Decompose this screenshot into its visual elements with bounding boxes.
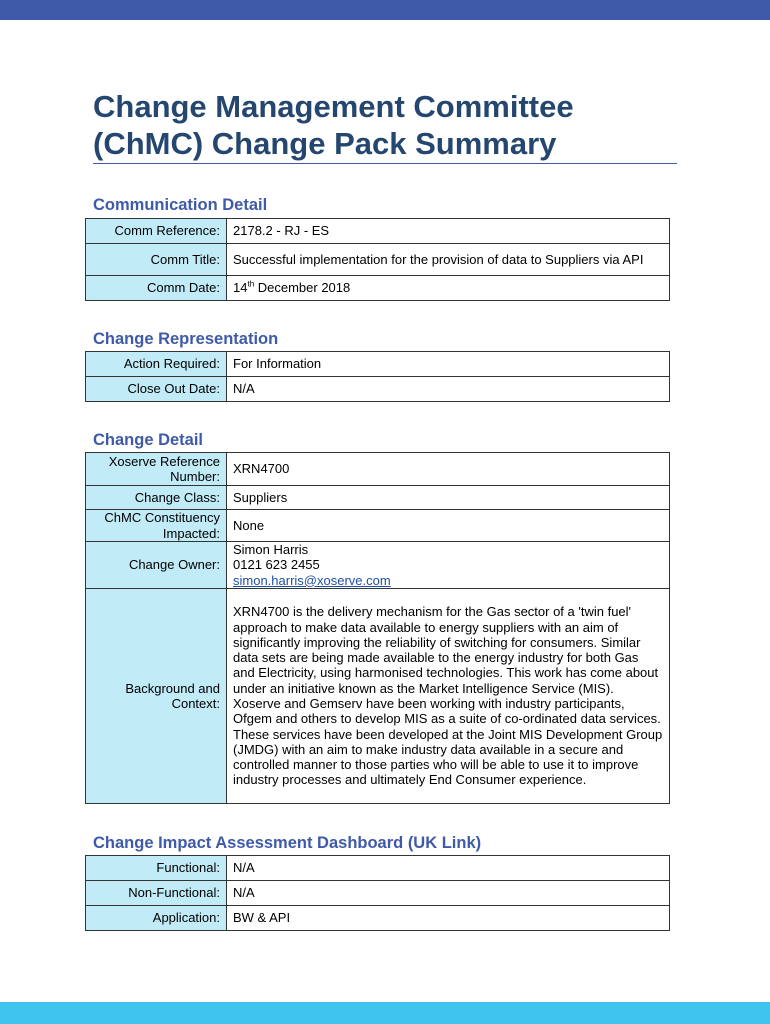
change-detail-heading: Change Detail xyxy=(93,431,204,449)
comm-reference-label: Comm Reference: xyxy=(86,219,227,244)
header-band xyxy=(0,0,770,20)
change-class-row xyxy=(86,486,670,510)
change-owner-row xyxy=(86,542,670,589)
action-required-row xyxy=(86,352,670,377)
close-out-date-row xyxy=(86,377,670,402)
non-functional-value: N/A xyxy=(227,881,670,906)
constituency-value: None xyxy=(227,510,670,542)
background-row xyxy=(86,589,670,804)
change-owner-phone: 0121 623 2455 xyxy=(233,557,320,573)
functional-row xyxy=(86,856,670,881)
change-owner-email-link[interactable]: simon.harris@xoserve.com xyxy=(233,572,391,588)
constituency-row xyxy=(86,510,670,542)
application-value: BW & API xyxy=(227,906,670,931)
change-detail-table xyxy=(85,452,670,804)
impact-dashboard-heading: Change Impact Assessment Dashboard (UK Link) xyxy=(93,834,482,852)
comm-date-value: 14th December 2018 xyxy=(227,276,670,301)
change-owner-value xyxy=(227,542,670,589)
background-value: XRN4700 is the delivery mechanism for the Gas sector of a 'twin fuel' approach to make data available to energy suppliers with an aim of significantly improving the reliability of switching for consumers. Similar data sets are being made available to the energy industry for both Gas and Electricity, using harmonised technologies. This work has come about under an initiative known as the Market Intelligence Service (MIS). Xoserve and Gemserv have been working with industry participants, Ofgem and others to develop MIS as a suite of co-ordinated data services. These services have been developed at the Joint MIS Development Group (JMDG) with an aim to make industry data available in a secure and controlled manner to those parties who will be able to use it to improve industry processes and ultimately End Consumer experience. xyxy=(227,589,670,804)
action-required-value: For Information xyxy=(227,352,670,377)
title-divider xyxy=(93,163,677,164)
change-representation-heading: Change Representation xyxy=(93,330,279,348)
communication-detail-table xyxy=(85,218,670,301)
xoserve-reference-value: XRN4700 xyxy=(227,453,670,486)
page-title xyxy=(93,88,693,162)
background-label: Background and Context: xyxy=(86,589,227,804)
comm-reference-row xyxy=(86,219,670,244)
title-line-1: Change Management Committee xyxy=(93,89,574,124)
application-row xyxy=(86,906,670,931)
comm-date-label: Comm Date: xyxy=(86,276,227,301)
comm-title-value: Successful implementation for the provision of data to Suppliers via API xyxy=(227,244,670,276)
change-owner-label: Change Owner: xyxy=(86,542,227,589)
action-required-label: Action Required: xyxy=(86,352,227,377)
change-class-label: Change Class: xyxy=(86,486,227,510)
title-line-2: (ChMC) Change Pack Summary xyxy=(93,126,557,161)
constituency-label: ChMC Constituency Impacted: xyxy=(86,510,227,542)
non-functional-label: Non-Functional: xyxy=(86,881,227,906)
functional-value: N/A xyxy=(227,856,670,881)
change-class-value: Suppliers xyxy=(227,486,670,510)
xoserve-reference-label: Xoserve Reference Number: xyxy=(86,453,227,486)
application-label: Application: xyxy=(86,906,227,931)
communication-detail-heading: Communication Detail xyxy=(93,196,268,214)
non-functional-row xyxy=(86,881,670,906)
footer-band xyxy=(0,1002,770,1024)
impact-dashboard-table xyxy=(85,855,670,931)
comm-title-label: Comm Title: xyxy=(86,244,227,276)
functional-label: Functional: xyxy=(86,856,227,881)
close-out-date-label: Close Out Date: xyxy=(86,377,227,402)
change-representation-table xyxy=(85,351,670,402)
comm-reference-value: 2178.2 - RJ - ES xyxy=(227,219,670,244)
comm-date-row xyxy=(86,276,670,301)
close-out-date-value: N/A xyxy=(227,377,670,402)
change-owner-name: Simon Harris xyxy=(233,542,309,558)
xoserve-reference-row xyxy=(86,453,670,486)
comm-title-row xyxy=(86,244,670,276)
